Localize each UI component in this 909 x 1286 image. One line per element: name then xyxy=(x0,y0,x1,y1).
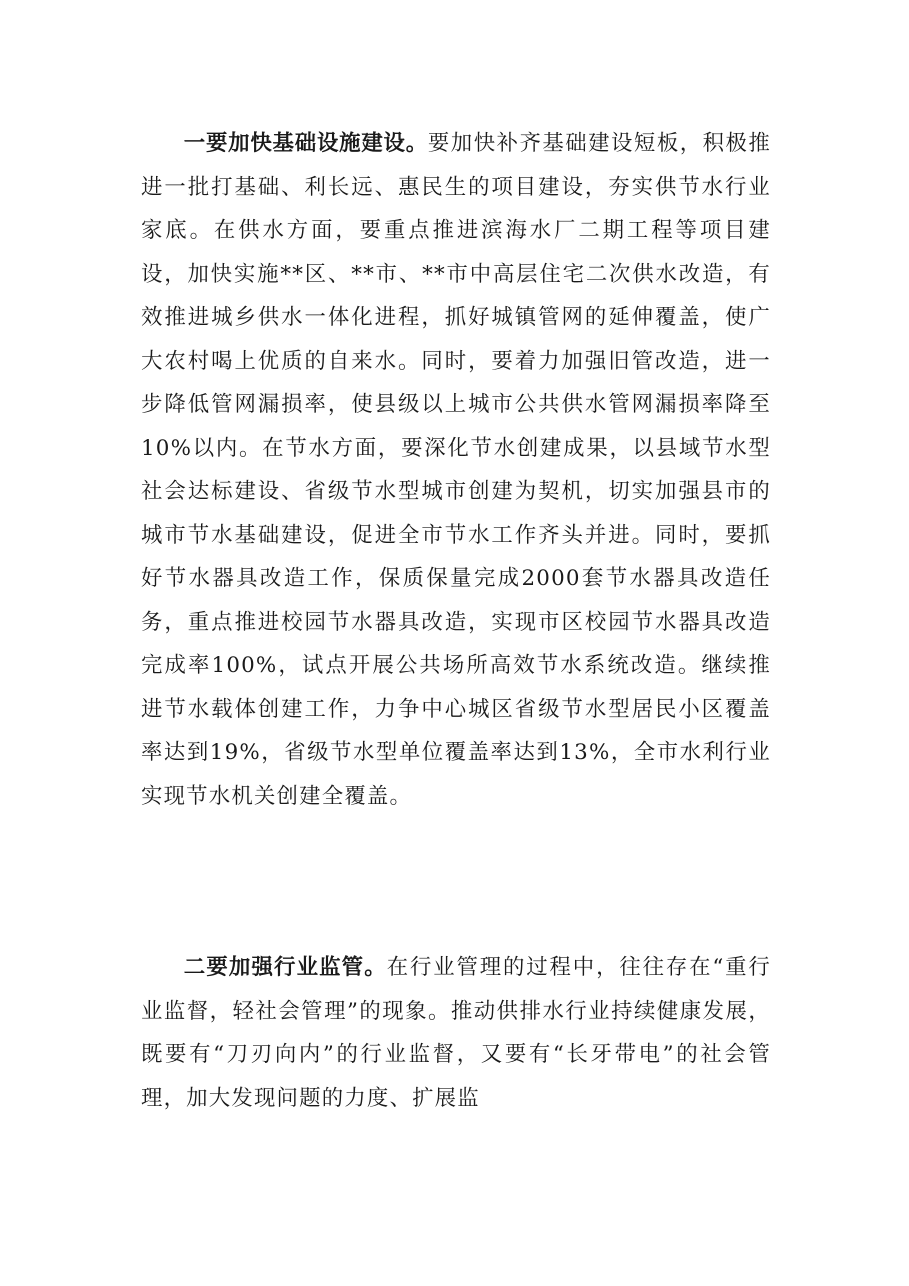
paragraph-body-text: 在行业管理的过程中，往往存在“重行业监督，轻社会管理”的现象。推动供排水行业持续健康发展，既要有“刀刃向内”的行业监督，又要有“长牙带电”的社会管理，加大发现问题的力度、扩展监 xyxy=(141,955,771,1111)
paragraph-body-text: 要加快补齐基础建设短板，积极推进一批打基础、利长远、惠民生的项目建设，夯实供节水行业家底。在供水方面，要重点推进滨海水厂二期工程等项目建设，加快实施**区、**市、**市中高层住宅二次供水改造，有效推进城乡供水一体化进程，抓好城镇管网的延伸覆盖，使广大农村喝上优质的自来水。同时，要着力加强旧管改造，进一步降低管网漏损率，使县级以上城市公共供水管网漏损率降至10%以内。在节水方面，要深化节水创建成果，以县域节水型社会达标建设、省级节水型城市创建为契机，切实加强县市的城市节水基础建设，促进全市节水工作齐头并进。同时，要抓好节水器具改造工作，保质保量完成2000套节水器具改造任务，重点推进校园节水器具改造，实现市区校园节水器具改造完成率100%，试点开展公共场所高效节水系统改造。继续推进节水载体创建工作，力争中心城区省级节水型居民小区覆盖率达到19%，省级节水型单位覆盖率达到13%，全市水利行业实现节水机关创建全覆盖。 xyxy=(141,131,771,809)
paragraph-lead-heading: 一要加快基础设施建设。 xyxy=(183,131,428,156)
paragraph-infrastructure xyxy=(141,122,771,818)
paragraph-industry-supervision xyxy=(141,946,771,1120)
paragraph-lead-heading: 二要加强行业监管。 xyxy=(183,955,387,980)
